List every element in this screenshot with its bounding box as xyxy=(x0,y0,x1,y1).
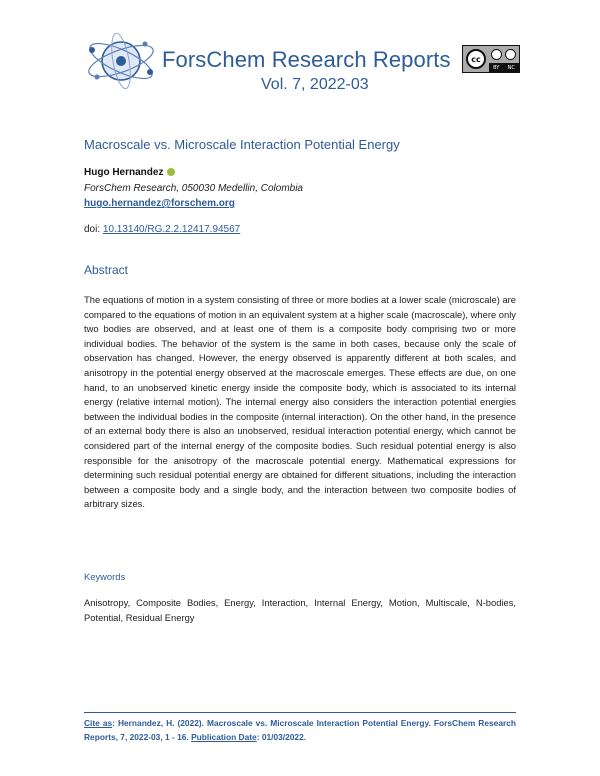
doi-label: doi: xyxy=(84,224,101,235)
journal-volume: Vol. 7, 2022-03 xyxy=(261,76,369,93)
author-affiliation: ForsChem Research, 050030 Medellin, Colombia xyxy=(84,183,303,194)
cc-icon: cc xyxy=(466,49,486,69)
doi-line xyxy=(84,224,240,235)
citation-text: : Hernandez, H. (2022). Macroscale vs. Microscale Interaction Potential Energy. ForsChem Research Reports, 7, 2022-03, 1 - 16. xyxy=(84,718,517,742)
orcid-icon[interactable] xyxy=(167,168,175,176)
doi-link[interactable]: 10.13140/RG.2.2.12417.94567 xyxy=(102,224,241,235)
keywords-heading: Keywords xyxy=(84,571,126,582)
cc-license-badge[interactable] xyxy=(462,45,520,73)
license-labels xyxy=(489,63,519,72)
citation-divider xyxy=(84,712,516,713)
citation-block xyxy=(84,716,516,744)
abstract-heading: Abstract xyxy=(84,263,129,277)
publication-date: : 01/03/2022. xyxy=(256,732,307,742)
publication-date-label: Publication Date xyxy=(191,732,257,742)
journal-title: ForsChem Research Reports xyxy=(162,47,451,72)
license-by-label: BY xyxy=(493,64,500,71)
cite-as-label: Cite as xyxy=(84,718,113,728)
keywords-text: Anisotropy, Composite Bodies, Energy, Interaction, Internal Energy, Motion, Multiscale, N-bodies, Potential, Residual Energy xyxy=(84,597,516,623)
forschem-logo-icon xyxy=(82,30,160,92)
license-nc-label: NC xyxy=(507,64,515,71)
noncommercial-icon xyxy=(505,49,516,60)
paper-title: Macroscale vs. Microscale Interaction Potential Energy xyxy=(84,137,400,152)
author-line xyxy=(84,167,175,178)
by-attribution-icon xyxy=(491,49,502,60)
author-name: Hugo Hernandez xyxy=(84,167,164,178)
abstract-text: The equations of motion in a system consisting of three or more bodies at a lower scale (microscale) are compared to the equations of motion in an equivalent system at a higher scale (macroscale), where only two bodies are observed, and at least one of them is a composite body comprising two or more individual bodies. The behavior of the system is the same in both cases, because only the scale of observation has changed. However, the energy observed is apparently different at both scales, and anisotropy in the potential energy observed at the macroscale emerges. These effects are due, on one hand, to an unobserved kinetic energy inside the composite body, which is associated to its internal energy (relative internal motion). The internal energy also considers the interaction potential energies between the individual bodies in the composite (internal interaction). On the other hand, in the presence of an external body there is also an unobserved, residual interaction potential energy, which cannot be considered part of the internal energy of the composite bodies. Such residual potential energy is also responsible for the anisotropy of the macroscale potential energy. Mathematical expressions for determining such residual potential energy are obtained for different situations, including the interaction between a composite body and a single body, and the interaction between two composite bodies of arbitrary sizes. xyxy=(84,294,516,510)
author-email-link[interactable]: hugo.hernandez@forschem.org xyxy=(84,198,235,209)
